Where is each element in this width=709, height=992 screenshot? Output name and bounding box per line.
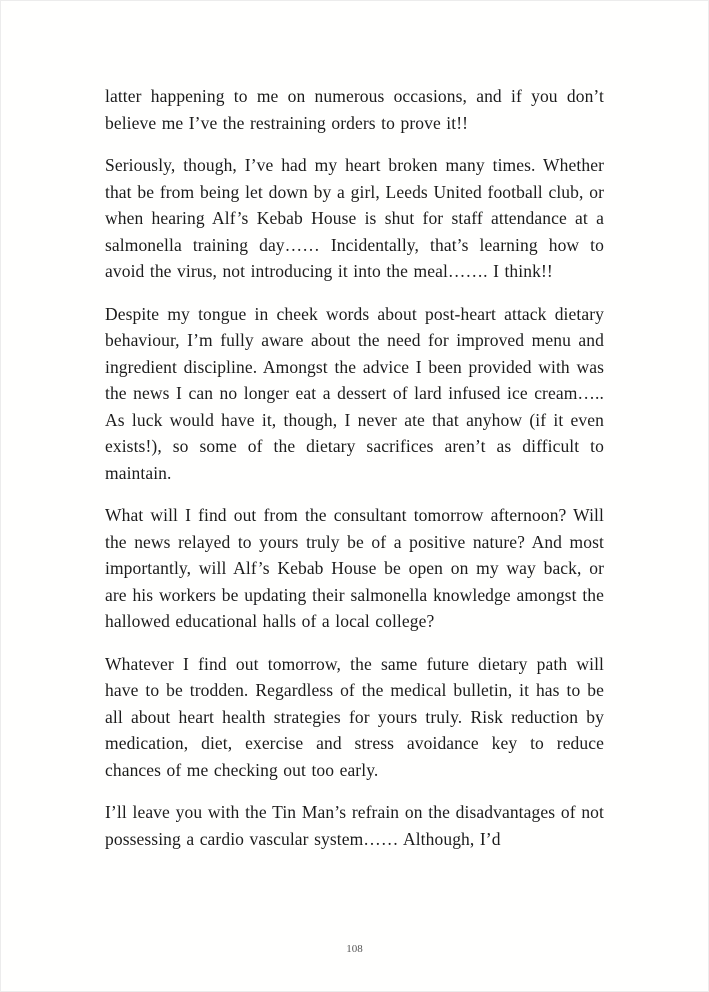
paragraph: Despite my tongue in cheek words about post-heart attack dietary behaviour, I’m fully aware about the need for improved menu and ingredient discipline. Amongst the advice I been provided with was the news I can no longer eat a dessert of lard infused ice cream….. As luck would have it, though, I never ate that anyhow (if it even exists!), so some of the dietary sacrifices aren’t as difficult to maintain. bbox=[105, 303, 604, 483]
paragraph: latter happening to me on numerous occasions, and if you don’t believe me I’ve the restraining orders to prove it!! bbox=[105, 86, 604, 133]
page-text bbox=[105, 83, 604, 868]
page-number: 108 bbox=[346, 943, 363, 955]
paragraph: Seriously, though, I’ve had my heart broken many times. Whether that be from being let down by a girl, Leeds United football club, or when hearing Alf’s Kebab House is shut for staff attendance at a salmonella training day…… Incidentally, that’s learning how to avoid the virus, not introducing it into the meal……. I think!! bbox=[105, 155, 604, 281]
paragraph: Whatever I find out tomorrow, the same future dietary path will have to be trodden. Regardless of the medical bulletin, it has to be all about heart health strategies for yours truly. Risk reduction by medication, diet, exercise and stress avoidance key to reduce chances of me checking out too early. bbox=[105, 653, 604, 780]
paragraph: I’ll leave you with the Tin Man’s refrain on the disadvantages of not possessing a cardio vascular system…… Although, I’d bbox=[105, 802, 604, 849]
paragraph: What will I find out from the consultant tomorrow afternoon? Will the news relayed to yours truly be of a positive nature? And most importantly, will Alf’s Kebab House be open on my way back, or are his workers be updating their salmonella knowledge amongst the hallowed educational halls of a local college? bbox=[105, 505, 604, 631]
